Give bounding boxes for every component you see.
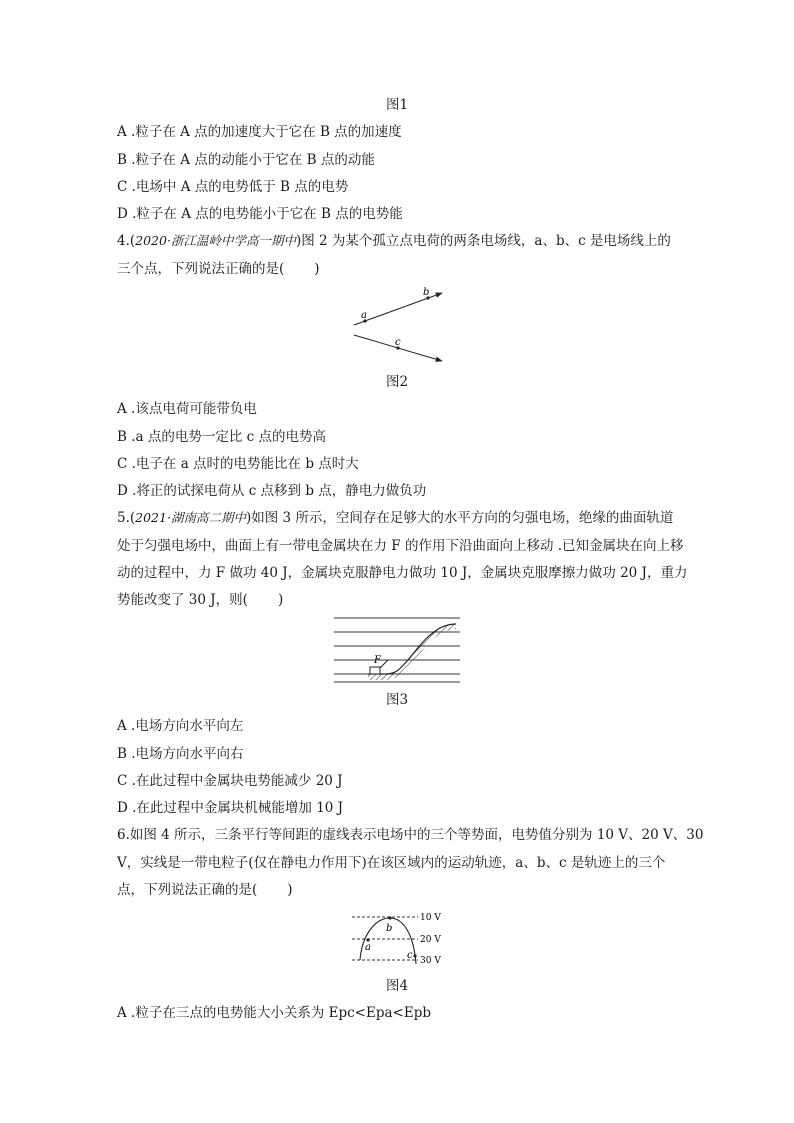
label-10v: 10 V — [420, 913, 441, 923]
q5-stem-line-4: 势能改变了 30 J，则( ) — [117, 592, 284, 608]
q5-option-c: C .在此过程中金属块电势能减少 20 J — [117, 773, 343, 789]
figure-1-caption: 图1 — [386, 97, 409, 113]
label-b: b — [423, 287, 430, 298]
q6-option-a: A .粒子在三点的电势能大小关系为 Epc<Epa<Epb — [117, 1005, 431, 1021]
label-f: F — [374, 655, 381, 666]
point-c — [413, 954, 416, 957]
figure-3-curved-track — [334, 614, 460, 684]
figure-3-caption: 图3 — [386, 692, 409, 708]
label-a: a — [365, 942, 371, 953]
figure-2-field-lines — [350, 285, 450, 365]
q4-option-c: C .电子在 a 点时的电势能比在 b 点时大 — [117, 456, 359, 472]
figure-4-equipotential — [348, 908, 448, 972]
q5-option-d: D .在此过程中金属块机械能增加 10 J — [117, 800, 344, 816]
q3-option-d: D .粒子在 A 点的电势能小于它在 B 点的电势能 — [117, 206, 403, 222]
q3-option-a: A .粒子在 A 点的加速度大于它在 B 点的加速度 — [117, 124, 402, 140]
q5-option-a: A .电场方向水平向左 — [117, 718, 244, 734]
q4-stem-line-1: 4.(2020·浙江温岭中学高一期中)图 2 为某个孤立点电荷的两条电场线，a、b、c 是电场线上的 — [117, 233, 671, 249]
q6-stem-line-2: V，实线是一带电粒子(仅在静电力作用下)在该区域内的运动轨迹，a、b、c 是轨迹上的三个 — [117, 855, 666, 871]
force-arrow — [380, 660, 388, 668]
q5-stem-line-2: 处于匀强电场中，曲面上有一带电金属块在力 F 的作用下沿曲面向上移动 .已知金属块在向上移 — [117, 538, 684, 554]
metal-block — [370, 667, 380, 674]
q3-option-b: B .粒子在 A 点的动能小于它在 B 点的动能 — [117, 152, 375, 168]
q4-option-d: D .将正的试探电荷从 c 点移到 b 点，静电力做负功 — [117, 483, 427, 499]
q6-stem-line-3: 点，下列说法正确的是( ) — [117, 882, 293, 898]
label-20v: 20 V — [420, 935, 441, 945]
label-c: c — [395, 337, 401, 348]
label-b: b — [386, 923, 393, 934]
label-a: a — [361, 310, 367, 321]
point-b — [388, 916, 391, 919]
q6-stem-line-1: 6.如图 4 所示，三条平行等间距的虚线表示电场中的三个等势面，电势值分别为 10 V、20 V、30 — [117, 827, 704, 843]
q3-option-c: C .电场中 A 点的电势低于 B 点的电势 — [117, 179, 349, 195]
q4-option-a: A .该点电荷可能带负电 — [117, 401, 257, 417]
figure-4-caption: 图4 — [386, 978, 409, 994]
q5-stem-line-1: 5.(2021·湖南高二期中)如图 3 所示，空间存在足够大的水平方向的匀强电场，绝缘的曲面轨道 — [117, 510, 674, 526]
q4-option-b: B .a 点的电势一定比 c 点的电势高 — [117, 429, 326, 445]
q5-option-b: B .电场方向水平向右 — [117, 746, 244, 762]
label-c: c — [407, 950, 413, 961]
label-30v: 30 V — [420, 956, 441, 966]
q4-stem-line-2: 三个点，下列说法正确的是( ) — [117, 261, 320, 277]
figure-2-caption: 图2 — [386, 374, 409, 390]
q5-source: 2021·湖南高二期中 — [135, 510, 246, 525]
q5-stem-line-3: 动的过程中，力 F 做功 40 J，金属块克服静电力做功 10 J，金属块克服摩擦力做功 20 J，重力 — [117, 565, 688, 581]
q4-source: 2020·浙江温岭中学高一期中 — [135, 233, 296, 248]
